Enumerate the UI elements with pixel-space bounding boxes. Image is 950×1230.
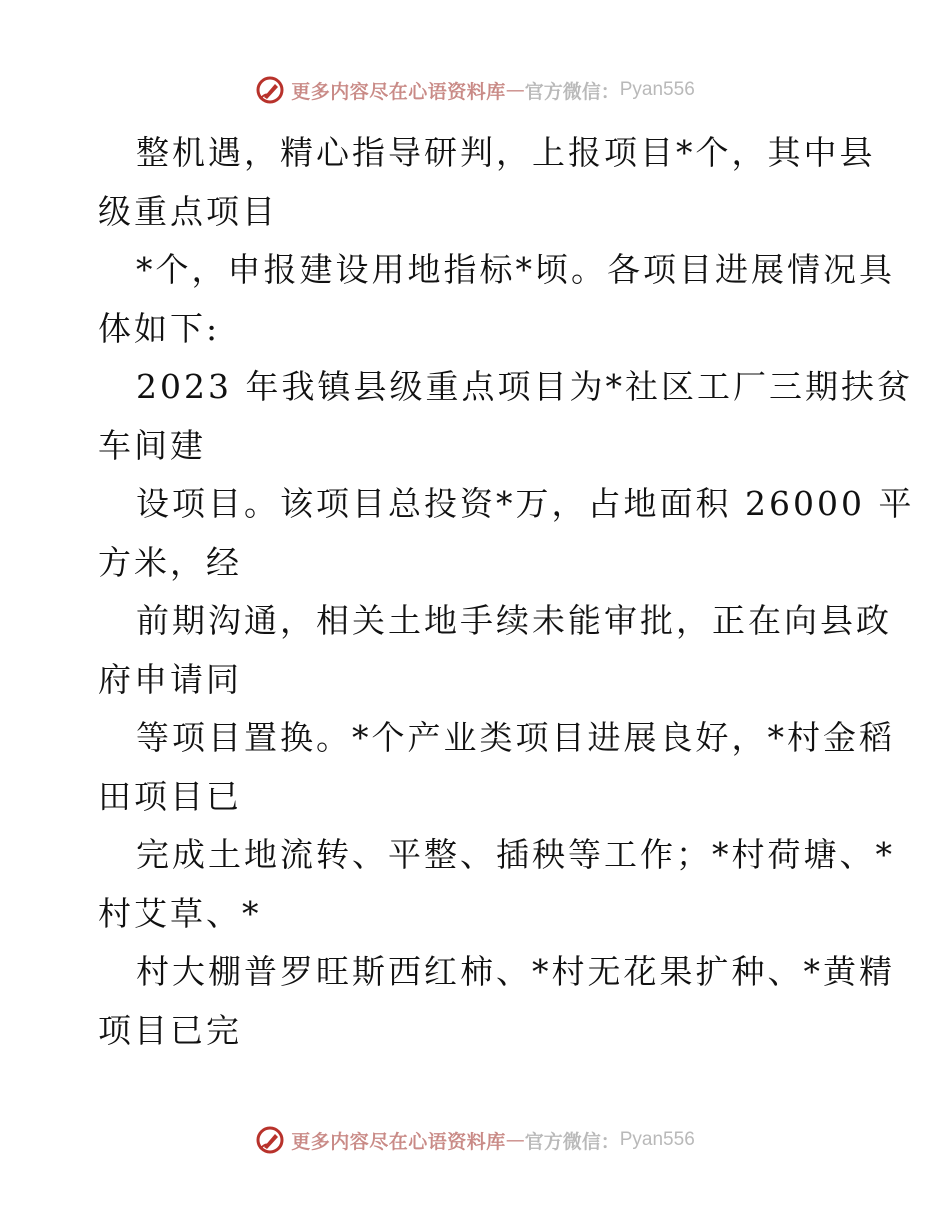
watermark-site-text: 更多内容尽在心语资料库 bbox=[291, 80, 506, 103]
watermark-wechat-label: 官方微信： bbox=[524, 1130, 620, 1153]
pen-nib-logo-icon bbox=[255, 1125, 285, 1155]
watermark-wechat-id: Pyan556 bbox=[619, 1129, 695, 1150]
text-line: 田项目已 bbox=[98, 776, 242, 816]
watermark-separator: — bbox=[505, 1129, 525, 1151]
text-line: 府申请同 bbox=[98, 659, 242, 699]
text-line: 2023 年我镇县级重点项目为*社区工厂三期扶贫 bbox=[136, 367, 913, 406]
text-line: 村艾草、* bbox=[98, 893, 262, 933]
text-line: 等项目置换。*个产业类项目进展良好，*村金稻 bbox=[136, 718, 895, 757]
text-line: 车间建 bbox=[98, 425, 206, 465]
header-watermark bbox=[0, 70, 950, 110]
footer-watermark bbox=[0, 1120, 950, 1160]
text-line: 村大棚普罗旺斯西红柿、*村无花果扩种、*黄精 bbox=[136, 952, 895, 991]
text-line: 整机遇，精心指导研判，上报项目*个，其中县 bbox=[136, 133, 876, 172]
text-line: 方米，经 bbox=[98, 542, 242, 582]
watermark-site-text: 更多内容尽在心语资料库 bbox=[291, 1130, 506, 1153]
text-line: *个，申报建设用地指标*顷。各项目进展情况具 bbox=[136, 250, 895, 289]
text-line: 完成土地流转、平整、插秧等工作；*村荷塘、* bbox=[136, 835, 895, 874]
watermark-wechat-label: 官方微信： bbox=[524, 80, 620, 103]
text-line: 前期沟通，相关土地手续未能审批，正在向县政 bbox=[136, 601, 892, 640]
text-line: 体如下: bbox=[98, 308, 221, 348]
text-line: 设项目。该项目总投资*万，占地面积 26000 平 bbox=[136, 484, 915, 523]
document-body bbox=[98, 124, 915, 1060]
watermark-wechat-id: Pyan556 bbox=[619, 79, 695, 100]
text-line: 项目已完 bbox=[98, 1010, 242, 1050]
text-line: 级重点项目 bbox=[98, 191, 278, 231]
watermark-separator: — bbox=[505, 79, 525, 101]
pen-nib-logo-icon bbox=[255, 75, 285, 105]
